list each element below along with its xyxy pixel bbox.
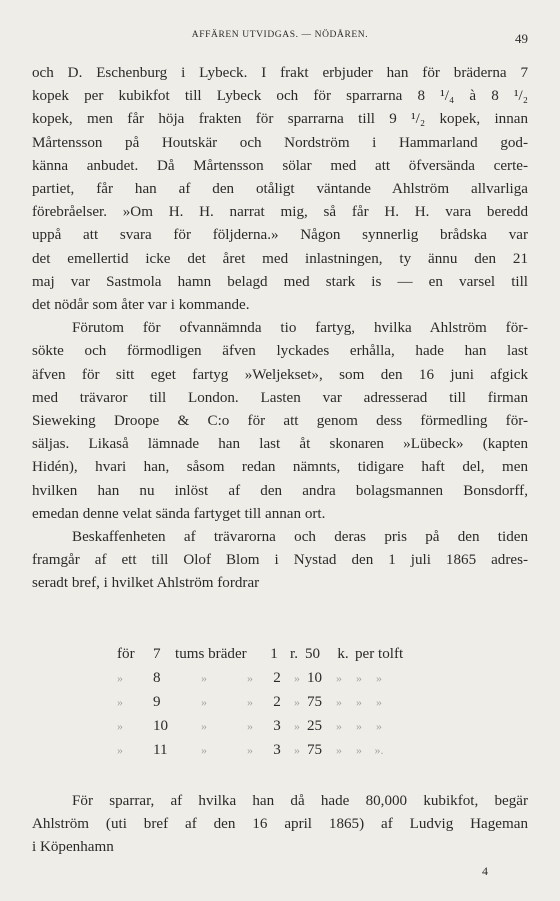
paragraph-2 bbox=[32, 317, 528, 526]
text-line: maj var Sastmola hamn belagd med stark is — en varsel till bbox=[32, 273, 528, 290]
text-line: kopek, men får höja frakten för sparrarna till 9 ¹/₂ kopek, innan bbox=[32, 111, 528, 128]
table-cell: per tolft bbox=[355, 646, 404, 662]
text-line: Förutom för ofvannämnda tio fartyg, hvilka Ahlström för- bbox=[72, 320, 528, 337]
signature-mark: 4 bbox=[482, 864, 488, 878]
ditto-mark: » bbox=[356, 671, 362, 685]
ditto-mark: » bbox=[247, 671, 253, 685]
price-row bbox=[117, 694, 435, 718]
ditto-mark: » bbox=[294, 719, 300, 733]
table-cell: för bbox=[117, 646, 135, 662]
text-line: säljas. Likaså lämnade han last åt skonaren »Lübeck» (kapten bbox=[32, 436, 528, 453]
ditto-mark: » bbox=[294, 743, 300, 757]
text-line: med trävaror till London. Lasten var adresserad till firman bbox=[32, 389, 528, 406]
price-row bbox=[117, 742, 435, 766]
running-head: AFFÄREN UTVIDGAS. — NÖDÅREN. bbox=[191, 30, 369, 40]
text-line: Ahlström (uti bref af den 16 april 1865) af Ludvig Hageman bbox=[32, 816, 528, 833]
text-line: framgår af ett till Olof Blom i Nystad den 1 juli 1865 adres- bbox=[32, 552, 528, 569]
ditto-mark: » bbox=[356, 719, 362, 733]
price-row bbox=[117, 646, 435, 670]
ditto-mark: » bbox=[376, 671, 382, 685]
text-line: känna anbudet. Då Mårtensson sölar med att öfversända certe- bbox=[32, 157, 528, 174]
ditto-mark: » bbox=[247, 743, 253, 757]
text-line: sökte och förmodligen äfven lyckades erhålla, hade han last bbox=[32, 343, 528, 360]
table-cell: 1 bbox=[270, 646, 278, 662]
ditto-mark: » bbox=[201, 719, 207, 733]
text-line: För sparrar, af hvilka han då hade 80,000 kubikfot, begär bbox=[72, 793, 528, 809]
table-cell: 75 bbox=[307, 742, 323, 758]
ditto-mark: » bbox=[201, 743, 207, 757]
text-line: partiet, får han af den otåligt väntande Ahlström allvarliga bbox=[32, 181, 528, 198]
text-line: uppå att svara för följderna.» Någon synnerlig brådska var bbox=[32, 227, 528, 244]
text-line: Sieweking Droope & C:o för att genom dess förmedling för- bbox=[32, 413, 528, 430]
text-line: äfven för sitt eget fartyg »Weljekset», som den 16 juni afgick bbox=[32, 366, 528, 383]
table-cell: 7 bbox=[153, 646, 161, 662]
ditto-mark: » bbox=[336, 719, 342, 733]
ditto-mark: » bbox=[294, 671, 300, 685]
ditto-mark: » bbox=[356, 743, 362, 757]
table-cell: 11 bbox=[153, 742, 168, 758]
paragraph-3 bbox=[32, 526, 528, 596]
text-line: hvilken han nu inlöst af den andra bolagsmannen Bonsdorff, bbox=[32, 482, 528, 499]
table-cell: 2 bbox=[273, 694, 281, 710]
ditto-mark: » bbox=[117, 695, 123, 709]
ditto-mark: » bbox=[201, 695, 207, 709]
text-line: det emellertid icke det året med inlastningen, ty ännu den 21 bbox=[32, 250, 528, 267]
table-cell: 3 bbox=[273, 718, 281, 734]
price-row bbox=[117, 718, 435, 742]
table-cell: 9 bbox=[153, 694, 161, 710]
text-line: i Köpenhamn bbox=[32, 839, 114, 856]
table-cell: 10 bbox=[307, 670, 323, 686]
table-cell: 75 bbox=[307, 694, 323, 710]
text-line: Mårtensson på Houtskär och Nordström i Hammarland god- bbox=[32, 134, 528, 151]
text-line: seradt bref, i hvilket Ahlström fordrar bbox=[32, 575, 260, 592]
text-line: Hidén), hvari han, såsom redan nämnts, tidigare haft del, men bbox=[32, 459, 528, 476]
ditto-mark: » bbox=[117, 743, 123, 757]
ditto-mark: » bbox=[336, 671, 342, 685]
paragraph-1 bbox=[32, 62, 528, 317]
ditto-mark: » bbox=[294, 695, 300, 709]
ditto-mark: » bbox=[356, 695, 362, 709]
ditto-mark: » bbox=[247, 695, 253, 709]
ditto-mark: » bbox=[117, 719, 123, 733]
closing-paragraph bbox=[32, 790, 528, 860]
ditto-mark: » bbox=[336, 743, 342, 757]
ditto-mark: » bbox=[376, 719, 382, 733]
table-cell: 25 bbox=[307, 718, 323, 734]
table-cell: k. bbox=[337, 646, 349, 662]
text-line: emedan denne velat sända fartyget till annan ort. bbox=[32, 505, 326, 522]
table-cell: 8 bbox=[153, 670, 161, 686]
price-row bbox=[117, 670, 435, 694]
text-line: förebråelser. »Om H. H. narrat mig, så får H. H. vara beredd bbox=[32, 204, 528, 221]
table-cell: 10 bbox=[153, 718, 169, 734]
ditto-mark: » bbox=[201, 671, 207, 685]
table-cell: tums bräder bbox=[175, 646, 247, 662]
text-line: kopek per kubikfot till Lybeck och för sparrarna 8 ¹/₄ à 8 ¹/₂ bbox=[32, 88, 528, 105]
text-line: Beskaffenheten af trävarorna och deras pris på den tiden bbox=[72, 529, 528, 546]
table-cell: 2 bbox=[273, 670, 281, 686]
text-line: och D. Eschenburg i Lybeck. I frakt erbjuder han för bräderna 7 bbox=[32, 65, 528, 81]
text-line: det nödår som åter var i kommande. bbox=[32, 297, 250, 314]
ditto-mark: ». bbox=[374, 743, 384, 757]
table-cell: 50 bbox=[305, 646, 321, 662]
ditto-mark: » bbox=[336, 695, 342, 709]
table-cell: r. bbox=[290, 646, 298, 662]
page-number: 49 bbox=[515, 31, 528, 46]
ditto-mark: » bbox=[376, 695, 382, 709]
table-cell: 3 bbox=[273, 742, 281, 758]
price-table bbox=[117, 646, 435, 766]
body-text bbox=[32, 62, 528, 596]
ditto-mark: » bbox=[117, 671, 123, 685]
ditto-mark: » bbox=[247, 719, 253, 733]
